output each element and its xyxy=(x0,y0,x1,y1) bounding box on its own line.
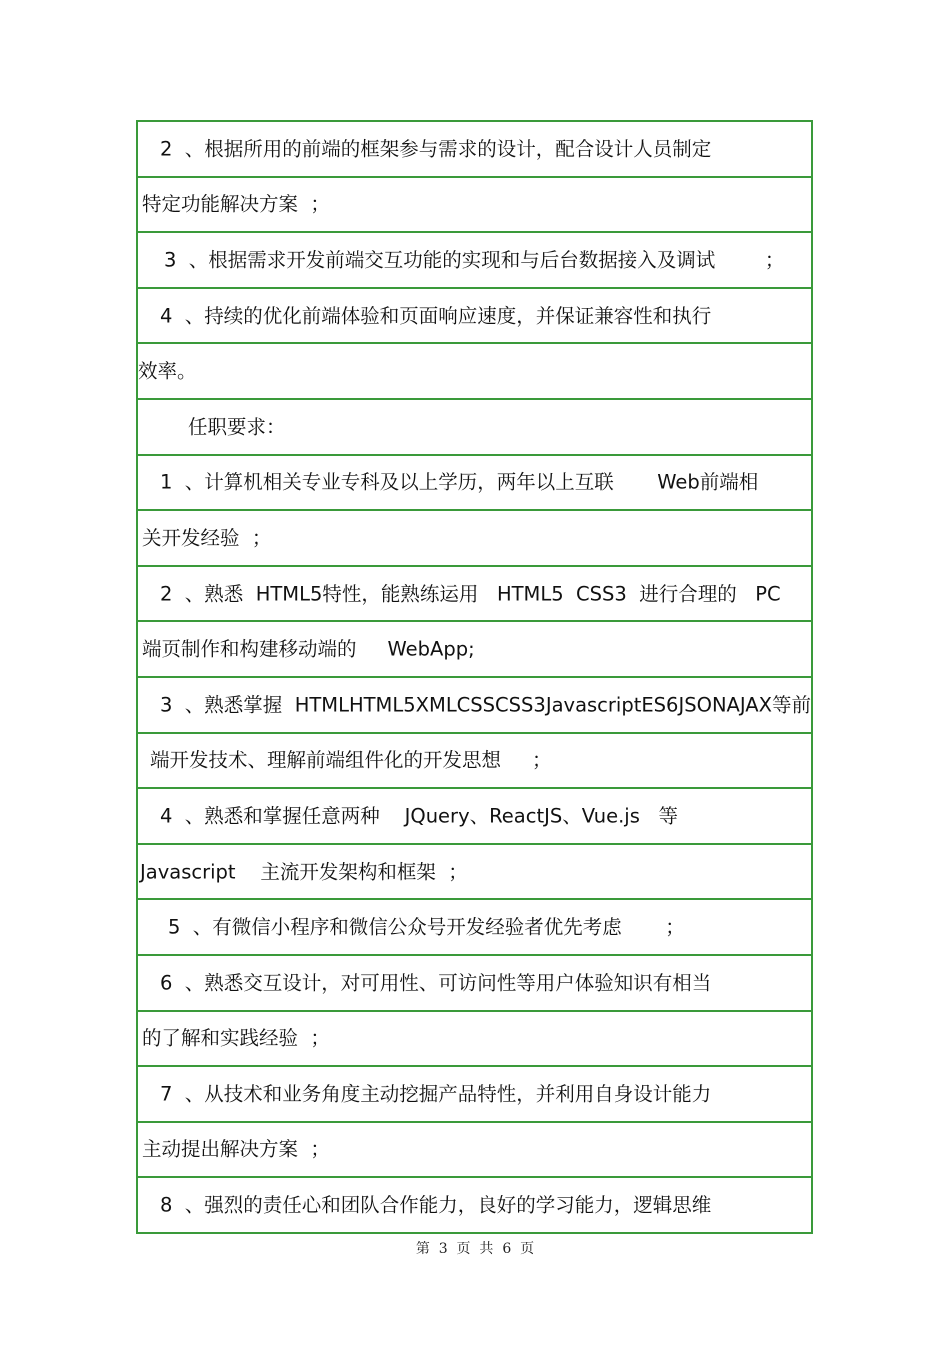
row-text: Javascript 主流开发架构和框架 ； xyxy=(140,859,468,883)
table-row xyxy=(138,400,811,456)
table-row xyxy=(138,678,811,734)
table-row xyxy=(138,233,811,289)
row-text: 7 、从技术和业务角度主动挖掘产品特性，并利用自身设计能力 xyxy=(160,1082,712,1106)
row-text: 端页制作和构建移动端的 WebApp; xyxy=(142,637,475,661)
row-text: 1 、计算机相关专业专科及以上学历，两年以上互联 Web前端相 xyxy=(160,470,759,494)
row-text: 关开发经验 ； xyxy=(142,526,272,550)
row-text: 效率。 xyxy=(138,359,197,383)
table-row xyxy=(138,622,811,678)
section-heading: 任职要求： xyxy=(188,415,286,439)
table-row xyxy=(138,1012,811,1068)
page-number-footer: 第 3 页 共 6 页 xyxy=(415,1241,535,1257)
table-row xyxy=(138,456,811,512)
content-table xyxy=(136,120,813,1234)
row-text: 端开发技术、理解前端组件化的开发思想 ； xyxy=(150,748,552,772)
row-text: 4 、持续的优化前端体验和页面响应速度，并保证兼容性和执行 xyxy=(160,303,712,327)
table-row xyxy=(138,511,811,567)
table-row xyxy=(138,1178,811,1234)
row-text: 4 、熟悉和掌握任意两种 JQuery、ReactJS、Vue.js 等 xyxy=(160,804,678,828)
table-row xyxy=(138,122,811,178)
table-row xyxy=(138,1123,811,1179)
table-row xyxy=(138,789,811,845)
table-row xyxy=(138,845,811,901)
row-text: 主动提出解决方案 ； xyxy=(142,1137,330,1161)
table-row xyxy=(138,178,811,234)
row-text: 8 、强烈的责任心和团队合作能力，良好的学习能力，逻辑思维 xyxy=(160,1193,712,1217)
table-row xyxy=(138,900,811,956)
table-row xyxy=(138,289,811,345)
row-text: 5 、有微信小程序和微信公众号开发经验者优先考虑 ； xyxy=(168,915,685,939)
row-text: 2 、熟悉 HTML5特性，能熟练运用 HTML5 CSS3 进行合理的 PC xyxy=(160,581,781,605)
row-text: 6 、熟悉交互设计，对可用性、可访问性等用户体验知识有相当 xyxy=(160,970,712,994)
row-text: 3 、根据需求开发前端交互功能的实现和与后台数据接入及调试 ； xyxy=(164,248,785,272)
table-row xyxy=(138,344,811,400)
table-row xyxy=(138,734,811,790)
table-row xyxy=(138,567,811,623)
table-row xyxy=(138,956,811,1012)
row-text: 3 、熟悉掌握 HTMLHTML5XMLCSSCSS3JavascriptES6JSONAJAX等前 xyxy=(160,692,811,716)
row-text: 特定功能解决方案 ； xyxy=(142,192,330,216)
row-text: 的了解和实践经验 ； xyxy=(142,1026,330,1050)
table-row xyxy=(138,1067,811,1123)
row-text: 2 、根据所用的前端的框架参与需求的设计，配合设计人员制定 xyxy=(160,137,712,161)
